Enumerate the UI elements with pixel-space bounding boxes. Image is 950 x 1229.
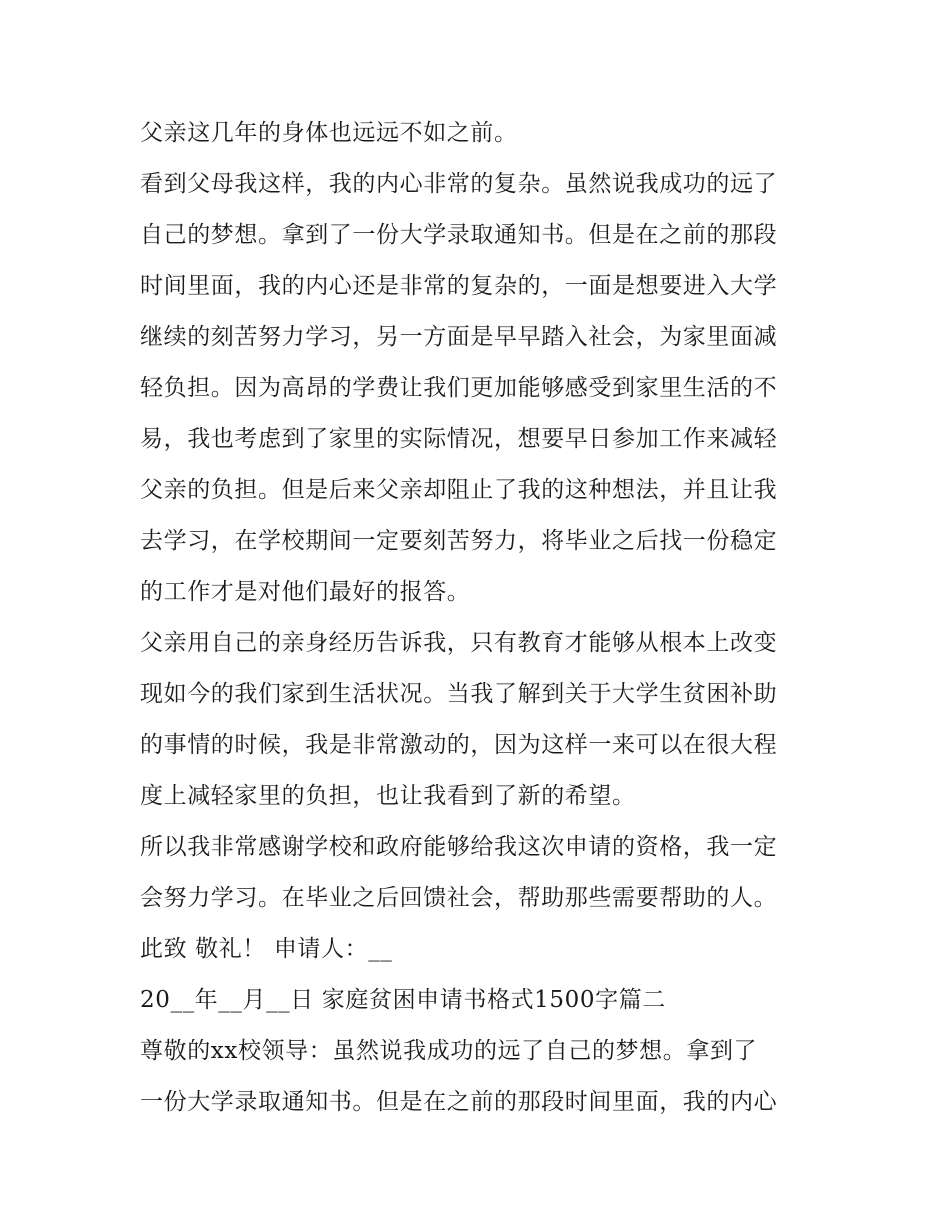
closing-line: 此致 敬礼！ 申请人：__ [140,936,393,962]
text-line: 看到父母我这样，我的内心非常的复杂。虽然说我成功的远了 [140,171,778,197]
text-line: 时间里面，我的内心还是非常的复杂的，一面是想要进入大学 [140,273,778,299]
text-line: 所以我非常感谢学校和政府能够给我这次申请的资格，我一定 [140,834,778,860]
text-line: 尊敬的xx校领导：虽然说我成功的远了自己的梦想。拿到了 [140,1038,758,1064]
text-line: 易，我也考虑到了家里的实际情况，想要早日参加工作来减轻 [140,426,778,452]
date-heading-line: 20__年__月__日 家庭贫困申请书格式1500字篇二 [140,987,666,1013]
text-line: 会努力学习。在毕业之后回馈社会，帮助那些需要帮助的人。 [140,885,778,911]
document-body [140,108,820,1128]
text-line: 父亲这几年的身体也远远不如之前。 [140,120,518,146]
text-line: 继续的刻苦努力学习，另一方面是早早踏入社会，为家里面减 [140,324,778,350]
text-line: 父亲用自己的亲身经历告诉我，只有教育才能够从根本上改变 [140,630,778,656]
text-line: 轻负担。因为高昂的学费让我们更加能够感受到家里生活的不 [140,375,778,401]
text-line: 度上减轻家里的负担，也让我看到了新的希望。 [140,783,636,809]
text-line: 一份大学录取通知书。但是在之前的那段时间里面，我的内心 [140,1089,778,1115]
text-line: 自己的梦想。拿到了一份大学录取通知书。但是在之前的那段 [140,222,778,248]
text-line: 去学习，在学校期间一定要刻苦努力，将毕业之后找一份稳定 [140,528,778,554]
text-line: 现如今的我们家到生活状况。当我了解到关于大学生贫困补助 [140,681,778,707]
text-line: 父亲的负担。但是后来父亲却阻止了我的这种想法，并且让我 [140,477,778,503]
text-line: 的事情的时候，我是非常激动的，因为这样一来可以在很大程 [140,732,778,758]
text-line: 的工作才是对他们最好的报答。 [140,579,471,605]
